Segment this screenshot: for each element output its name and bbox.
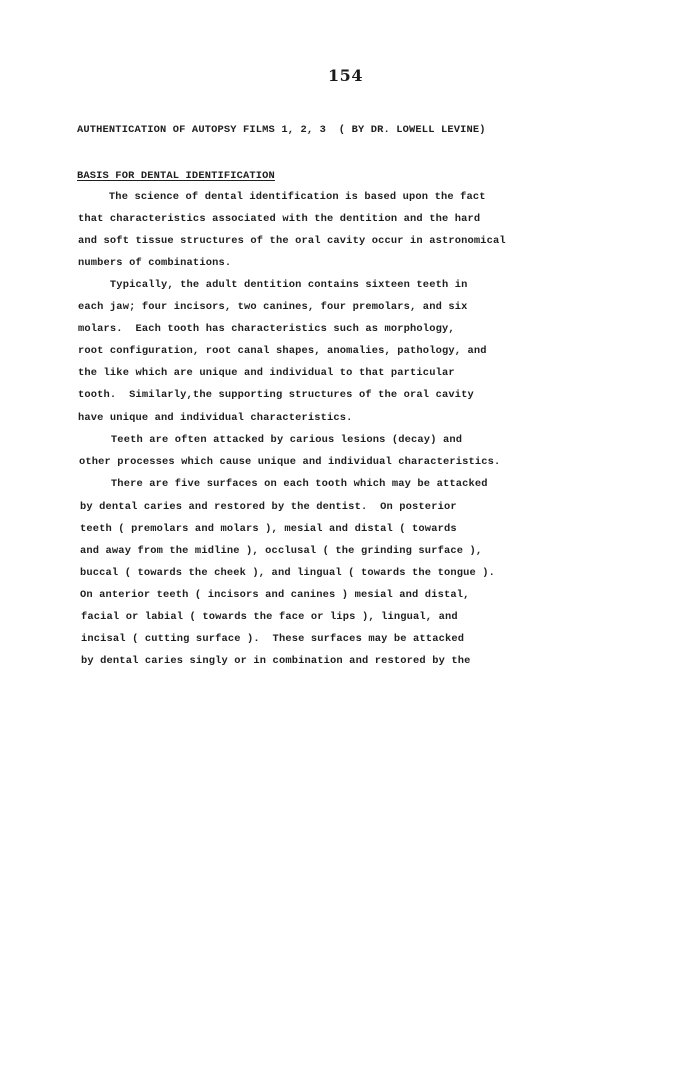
page-number: 154	[328, 66, 363, 85]
body-line: facial or labial ( towards the face or lips ), lingual, and	[81, 611, 458, 623]
body-line: Teeth are often attacked by carious lesions (decay) and	[79, 434, 463, 446]
body-line: buccal ( towards the cheek ), and lingual ( towards the tongue ).	[80, 567, 496, 579]
body-line: have unique and individual characteristics.	[78, 412, 353, 424]
document-title: AUTHENTICATION OF AUTOPSY FILMS 1, 2, 3 ( BY DR. LOWELL LEVINE)	[77, 124, 486, 136]
body-line: On anterior teeth ( incisors and canines ) mesial and distal,	[80, 589, 470, 601]
body-line: The science of dental identification is based upon the fact	[77, 191, 486, 203]
body-line: tooth. Similarly,the supporting structures of the oral cavity	[78, 389, 474, 401]
body-line: that characteristics associated with the dentition and the hard	[78, 213, 481, 225]
body-line: numbers of combinations.	[78, 257, 232, 269]
body-line: and away from the midline ), occlusal ( the grinding surface ),	[80, 545, 483, 557]
body-line: each jaw; four incisors, two canines, four premolars, and six	[78, 301, 468, 313]
body-line: molars. Each tooth has characteristics such as morphology,	[78, 323, 455, 335]
body-line: and soft tissue structures of the oral cavity occur in astronomical	[78, 235, 506, 247]
body-line: root configuration, root canal shapes, anomalies, pathology, and	[78, 345, 487, 357]
section-heading: BASIS FOR DENTAL IDENTIFICATION	[77, 170, 275, 182]
body-line: incisal ( cutting surface ). These surfaces may be attacked	[81, 633, 465, 645]
body-line: by dental caries singly or in combination and restored by the	[81, 655, 471, 667]
body-line: other processes which cause unique and individual characteristics.	[79, 456, 501, 468]
body-line: There are five surfaces on each tooth which may be attacked	[79, 478, 488, 490]
body-line: teeth ( premolars and molars ), mesial and distal ( towards	[80, 523, 457, 535]
body-line: by dental caries and restored by the dentist. On posterior	[80, 501, 457, 513]
body-line: Typically, the adult dentition contains sixteen teeth in	[78, 279, 468, 291]
body-line: the like which are unique and individual to that particular	[78, 367, 455, 379]
